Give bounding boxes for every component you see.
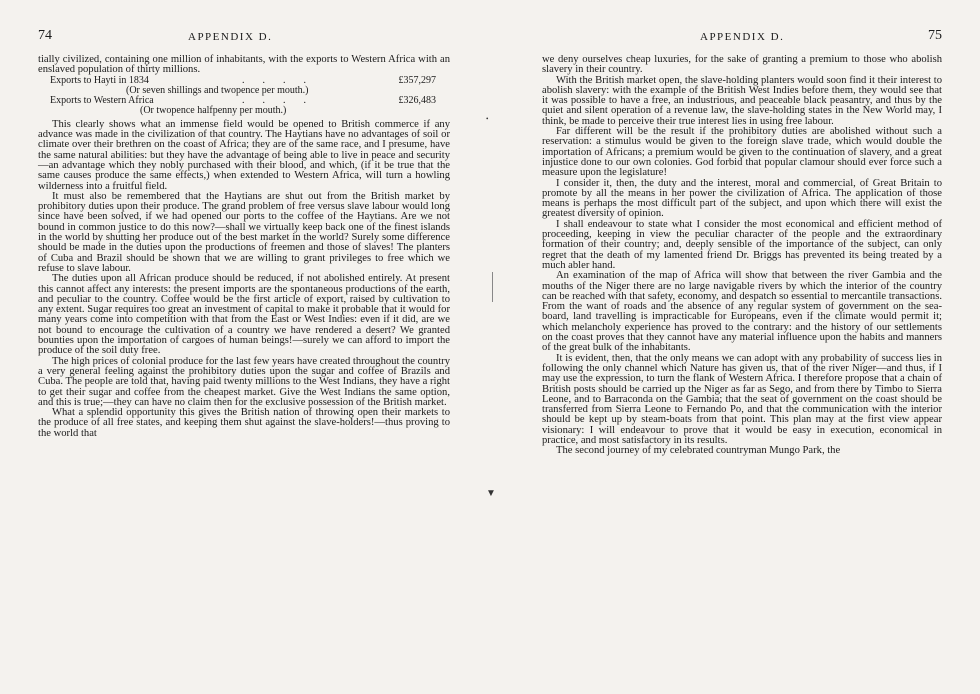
export-value: £326,483	[398, 95, 436, 107]
paragraph: The second journey of my celebrated countryman Mungo Park, the	[556, 445, 841, 457]
export-label: Exports to Western Africa	[50, 95, 154, 107]
paragraph: The high prices of colonial produce for the last few years have created throughout the country a very general feeling against the prohibitory duties upon the sugar and coffee of Brazils and Cuba. The people are told that, having paid twenty millions to the West Indians, they have a right to get their sugar and coffee from the cheapest market. Give the West Indians the same option, and this is true;—they can have no claim then for the exclusive possession of the British market.	[38, 355, 451, 408]
running-title: APPENDIX D.	[700, 31, 785, 43]
running-head	[542, 30, 942, 46]
export-label: Exports to Hayti in 1834	[50, 74, 149, 86]
page-number: 74	[38, 28, 52, 43]
opening-text: we deny ourselves cheap luxuries, for the sake of granting a premium to those who abolish slavery in their country.	[542, 54, 942, 76]
page-body	[542, 55, 942, 457]
export-row	[38, 96, 450, 106]
export-row	[38, 76, 450, 86]
paragraph: I shall endeavour to state what I consider the most economical and efficient method of proceeding, keeping in view the peculiar character of the people and the extraordinary formation of their country; and, deeply sensible of the importance of the subject, can only regret that the death of my lamented friend Dr. Briggs has prevented its being treated by a much abler hand.	[542, 218, 942, 271]
paragraph: It is evident, then, that the only means we can adopt with any probability of success lies in following the only channel which Nature has given us, that of the river Niger—and thus, if I may use the expression, to turn the flank of Western Africa. I therefore propose that a chain of British posts should be carried up the Niger as far as Sego, and from there by Timbo to Sierra Leone, and to Barraconda on the Gambia; that the seat of government on the coast should be transferred from Sierra Leone to Fernando Po, and that the communication with the interior should be kept up by steam-boats from that point. This plan may at the first view appear visionary: I will endeavour to prove that it would be easy in execution, economical in practice, and most satisfactory in its results.	[542, 352, 942, 446]
paragraph: I consider it, then, the duty and the interest, moral and commercial, of Great Britain to promote by all the means in her power the civilization of Africa. The application of those means is perhaps the most difficult part of the subject, and upon which there will exist the greatest diversity of opinion.	[542, 177, 942, 220]
opening-text: tially civilized, containing one million of inhabitants, with the exports to Western Africa with an enslaved population of thirty millions.	[38, 54, 450, 76]
export-note: (Or seven shillings and twopence per mouth.)	[126, 84, 309, 96]
page-body	[38, 55, 450, 439]
paragraph: It must also be remembered that the Haytians are shut out from the British market by prohibitory duties upon their produce. The grand problem of free versus slave labour would long since have been solved, if we had opened our ports to the coffee of the Haytians. Are we not bound in common justice to do this now?—shall we virtually keep back one of the finest islands in the world by shutting her produce out of the best market in the world? Surely some difference should be made in the duties upon the productions of freemen and those of slaves! The planters of Cuba and Brazil should be shown that we are willing to grant privileges to free which we refuse to slave labour.	[38, 190, 450, 274]
right-page	[490, 0, 980, 694]
running-title: APPENDIX D.	[188, 31, 273, 43]
export-value: £357,297	[398, 74, 436, 86]
paragraph: What a splendid opportunity this gives the British nation of throwing open their markets to the produce of all free states, and keeping them shut against the slave-holders!—thus proving to the world that	[38, 407, 450, 439]
export-note: (Or twopence halfpenny per mouth.)	[140, 105, 287, 117]
paragraph: The duties upon all African produce should be reduced, if not abolished entirely. At present this cannot affect any interests: the present imports are the spontaneous productions of the earth, and peculiar to the country. Coffee would be the first article of export, raised by cultivation to any extent. Sugar requires too great an investment of capital to make it probable that it would for many years come into competition with that from the East or West Indies: even if it did, are we not bound to encourage the cultivation of a country we have rendered a desert? We granted bounties upon the importation of cargoes of human beings!—surely we can afford to import the produce of the soil duty free.	[38, 273, 450, 357]
leader-dots: ....	[242, 95, 324, 107]
gutter-bullet: ▼	[486, 488, 496, 499]
paragraph: With the British market open, the slave-holding planters would soon find it their interest to abolish slavery: with the example of the British West Indies before them, they would see that it was possible to have a free, an industrious, and peaceable black peasantry, and thus by the quiet and silent operation of a revenue law, the slave-holding states in the New World may, I think, be made to perceive their true interest lies in using free labour.	[542, 74, 942, 127]
paragraph: An examination of the map of Africa will show that between the river Gambia and the mouths of the Niger there are no large navigable rivers by which the interior of the country can be reached with that safety, economy, and despatch so essential to mercantile transactions. From the want of roads and the absence of any regular system of government on the sea-board, land travelling is impracticable for Europeans, even if the climate would permit it; which melancholy experience has proved to the contrary: and the history of our settlements on the coast proves that they cannot have any material influence upon the habits and manners of the great bulk of the inhabitants.	[542, 270, 942, 354]
running-head	[38, 30, 450, 46]
leader-dots: ....	[242, 74, 324, 86]
paragraph: Far different will be the result if the prohibitory duties are abolished without such a reservation: a stimulus would be given to the foreign slave trade, which would double the importation of Africans; a premium would be given to the continuation of slavery, and a great injustice done to our own colonies. God forbid that popular clamour should ever force such a measure upon the legislature!	[542, 126, 942, 179]
page-number: 75	[928, 28, 942, 43]
gutter-bullet: •	[486, 115, 489, 123]
paragraph: This clearly shows what an immense field would be opened to British commerce if any advance was made in the civilization of that country. The Haytians have no advantages of soil or climate over their brethren on the coast of Africa; they are of the same race, and I presume, have the same natural abilities: but they have the advantage of being able to live in peace and security—an advantage which they nobly purchased with their blood, and which, (if it be true that the same causes produce the same effects,) when extended to Western Africa, will turn a howling wilderness into a fruitful field.	[38, 118, 450, 192]
